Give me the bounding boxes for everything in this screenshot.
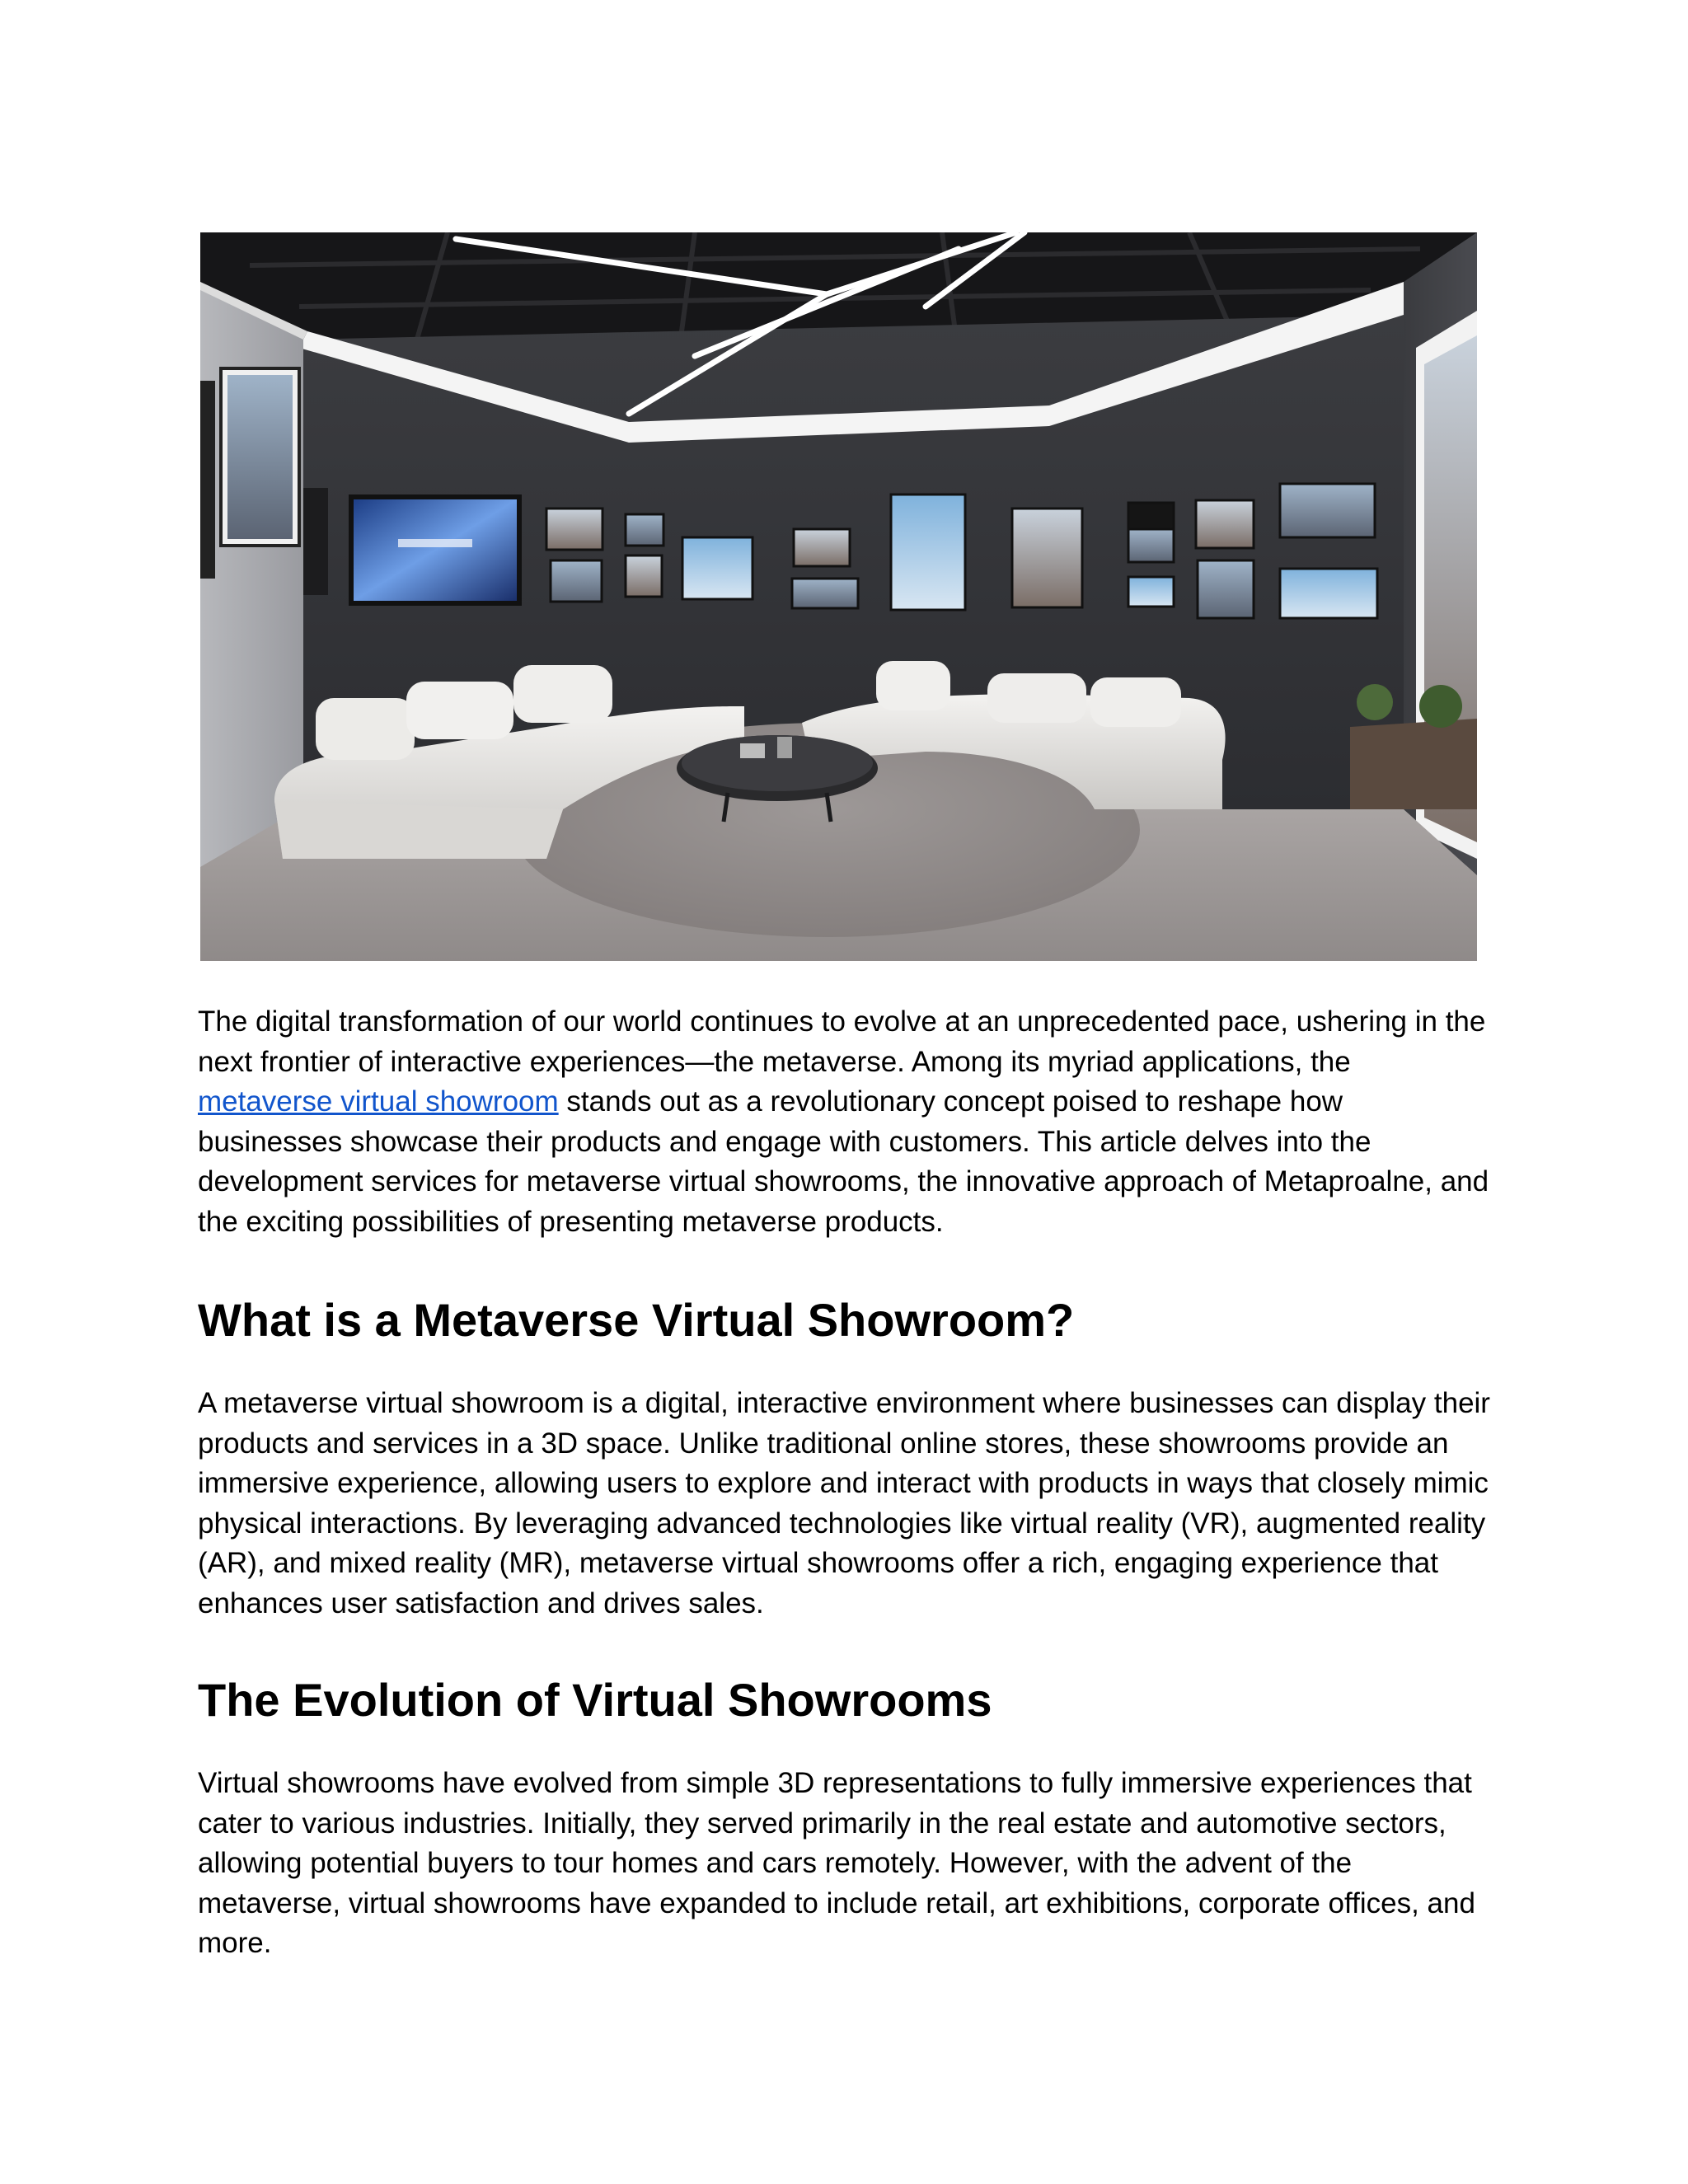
intro-paragraph <box>198 1002 1492 1242</box>
section-heading-evolution: The Evolution of Virtual Showrooms <box>198 1674 992 1726</box>
section-paragraph-what-is: A metaverse virtual showroom is a digital, interactive environment where businesses can display their products and services in a 3D space. Unlike traditional online stores, these showrooms provide an immersive experience, allowing users to explore and interact with products in ways that closely mimic physical interactions. By leveraging advanced technologies like virtual reality (VR), augmented reality (AR), and mixed reality (MR), metaverse virtual showrooms offer a rich, engaging experience that enhances user satisfaction and drives sales. <box>198 1387 1490 1619</box>
showroom-hero-image <box>200 232 1477 961</box>
section-paragraph-evolution: Virtual showrooms have evolved from simple 3D representations to fully immersive experiences that cater to various industries. Initially, they served primarily in the real estate and automotive sectors, allowing potential buyers to tour homes and cars remotely. However, with the advent of the metaverse, virtual showrooms have expanded to include retail, art exhibitions, corporate offices, and more. <box>198 1767 1475 1959</box>
intro-text-start: The digital transformation of our world continues to evolve at an unprecedented pace, ushering in the next frontier of interactive experiences—the metaverse. Among its myriad applications, the <box>198 1005 1486 1078</box>
section-heading-what-is: What is a Metaverse Virtual Showroom? <box>198 1294 1075 1346</box>
intro-text-end: stands out as a revolutionary concept poised to reshape how businesses showcase their products and engage with customers. This article delves into the development services for metaverse virtual showrooms, the innovative approach of Metaproalne, and the exciting possibilities of presenting metaverse products. <box>198 1085 1489 1238</box>
metaverse-virtual-showroom-link[interactable]: metaverse virtual showroom <box>198 1085 559 1118</box>
